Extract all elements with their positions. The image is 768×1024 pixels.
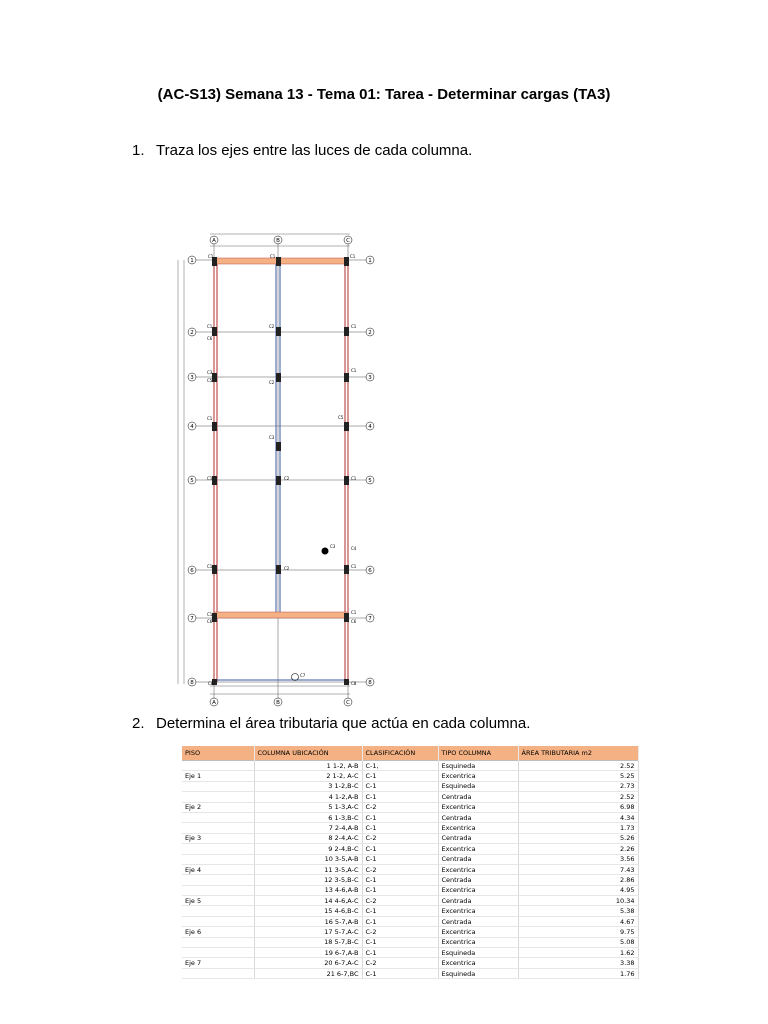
cell-clasificacion: C-1, <box>362 761 438 771</box>
column-label: C1 <box>208 254 214 259</box>
cell-tipo-columna: Excentrica <box>438 823 518 833</box>
table-row <box>182 875 638 885</box>
column-label: C6 <box>207 619 213 624</box>
column-label: C5 <box>338 415 344 420</box>
table-row <box>182 771 638 781</box>
column-label: C6 <box>207 336 213 341</box>
cell-columna-ubicacion: 3 1-2,B-C <box>254 781 362 791</box>
cell-tipo-columna: Esquineda <box>438 761 518 771</box>
cell-columna-ubicacion: 21 6-7,BC <box>254 968 362 978</box>
cell-area-tributaria: 1.62 <box>518 948 638 958</box>
cell-columna-ubicacion: 13 4-6,A-B <box>254 885 362 895</box>
column-label: C1 <box>351 476 357 481</box>
cell-columna-ubicacion: 4 1-2,A-B <box>254 792 362 802</box>
cell-piso <box>182 875 254 885</box>
task-item-2-number: 2. <box>132 715 145 732</box>
cell-columna-ubicacion: 14 4-6,A-C <box>254 896 362 906</box>
cell-area-tributaria: 4.34 <box>518 812 638 822</box>
cell-columna-ubicacion: 15 4-6,B-C <box>254 906 362 916</box>
axis-bubble-8: 8 <box>190 680 194 686</box>
cell-piso <box>182 885 254 895</box>
cell-clasificacion: C-1 <box>362 916 438 926</box>
cell-piso <box>182 781 254 791</box>
table-row <box>182 906 638 916</box>
cell-clasificacion: C-2 <box>362 833 438 843</box>
axis-bubble-1-right: 1 <box>368 258 372 264</box>
axis-bubble-6-right: 6 <box>368 568 372 574</box>
cell-piso: Eje 7 <box>182 958 254 968</box>
axis-bubble-2: 2 <box>190 330 194 336</box>
cell-columna-ubicacion: 8 2-4,A-C <box>254 833 362 843</box>
cell-clasificacion: C-1 <box>362 792 438 802</box>
axis-bubble-7-right: 7 <box>368 616 372 622</box>
column-label: C1 <box>207 416 213 421</box>
axis-bubble-c-bottom: C <box>346 700 350 706</box>
tributary-area-spreadsheet <box>182 746 638 979</box>
cell-columna-ubicacion: 2 1-2, A-C <box>254 771 362 781</box>
cell-clasificacion: C-1 <box>362 781 438 791</box>
cell-area-tributaria: 9.75 <box>518 927 638 937</box>
axis-bubble-7: 7 <box>190 616 194 622</box>
cell-columna-ubicacion: 5 1-3,A-C <box>254 802 362 812</box>
cell-piso: Eje 5 <box>182 896 254 906</box>
task-item-1 <box>132 142 472 159</box>
cell-columna-ubicacion: 16 5-7,A-B <box>254 916 362 926</box>
cell-tipo-columna: Excentrica <box>438 937 518 947</box>
column-label: C4 <box>351 546 357 551</box>
column-label: C7 <box>300 673 306 678</box>
cell-clasificacion: C-1 <box>362 854 438 864</box>
axis-bubble-1: 1 <box>190 258 194 264</box>
table-header-row <box>182 746 638 761</box>
cell-clasificacion: C-1 <box>362 771 438 781</box>
cell-area-tributaria: 3.56 <box>518 854 638 864</box>
cell-tipo-columna: Excentrica <box>438 927 518 937</box>
cell-clasificacion: C-1 <box>362 844 438 854</box>
table-row <box>182 885 638 895</box>
table-row <box>182 854 638 864</box>
cell-area-tributaria: 6.98 <box>518 802 638 812</box>
cell-piso <box>182 844 254 854</box>
header-tipo-columna: TIPO COLUMNA <box>438 746 518 761</box>
cell-piso <box>182 916 254 926</box>
cell-clasificacion: C-1 <box>362 823 438 833</box>
cell-area-tributaria: 2.86 <box>518 875 638 885</box>
cell-columna-ubicacion: 17 5-7,A-C <box>254 927 362 937</box>
cell-tipo-columna: Excentrica <box>438 844 518 854</box>
cell-piso <box>182 823 254 833</box>
cell-area-tributaria: 5.25 <box>518 771 638 781</box>
column-label: C1 <box>207 612 213 617</box>
axis-bubble-b: B <box>276 238 280 244</box>
column-label: C1 <box>207 476 213 481</box>
cell-area-tributaria: 7.43 <box>518 864 638 874</box>
axis-bubble-6: 6 <box>190 568 194 574</box>
axis-bubble-a: A <box>212 238 216 244</box>
column-label: C8 <box>208 681 214 686</box>
cell-tipo-columna: Centrada <box>438 854 518 864</box>
column-label: C2 <box>269 380 275 385</box>
cell-piso: Eje 3 <box>182 833 254 843</box>
cell-clasificacion: C-1 <box>362 906 438 916</box>
task-item-1-text: Traza los ejes entre las luces de cada columna. <box>156 142 473 159</box>
cell-clasificacion: C-1 <box>362 885 438 895</box>
task-item-1-number: 1. <box>132 142 145 159</box>
cell-clasificacion: C-2 <box>362 864 438 874</box>
table-row <box>182 927 638 937</box>
cell-tipo-columna: Excentrica <box>438 802 518 812</box>
cell-clasificacion: C-2 <box>362 927 438 937</box>
cell-columna-ubicacion: 9 2-4,B-C <box>254 844 362 854</box>
cell-clasificacion: C-1 <box>362 968 438 978</box>
column-label: C3 <box>330 544 336 549</box>
column-label: C1 <box>351 324 357 329</box>
cell-clasificacion: C-1 <box>362 948 438 958</box>
header-clasificacion: CLASIFICACIÓN <box>362 746 438 761</box>
column-label: C1 <box>351 564 357 569</box>
column-label: C5 <box>207 378 213 383</box>
axis-bubble-5-right: 5 <box>368 478 372 484</box>
task-item-2-text: Determina el área tributaria que actúa en cada columna. <box>156 715 531 732</box>
table-row <box>182 833 638 843</box>
table-row <box>182 761 638 771</box>
cell-piso <box>182 792 254 802</box>
cell-area-tributaria: 2.52 <box>518 792 638 802</box>
axis-bubble-c: C <box>346 238 350 244</box>
header-piso: PISO <box>182 746 254 761</box>
table-row <box>182 844 638 854</box>
table-row <box>182 812 638 822</box>
cell-piso <box>182 937 254 947</box>
axis-bubble-b-bottom: B <box>276 700 280 706</box>
cell-area-tributaria: 2.26 <box>518 844 638 854</box>
cell-columna-ubicacion: 19 6-7,A-B <box>254 948 362 958</box>
cell-piso: Eje 4 <box>182 864 254 874</box>
cell-columna-ubicacion: 11 3-5,A-C <box>254 864 362 874</box>
cell-piso: Eje 1 <box>182 771 254 781</box>
cell-area-tributaria: 5.26 <box>518 833 638 843</box>
cell-tipo-columna: Esquineda <box>438 948 518 958</box>
column-label: C2 <box>284 566 290 571</box>
cell-clasificacion: C-1 <box>362 875 438 885</box>
cell-tipo-columna: Excentrica <box>438 771 518 781</box>
cell-area-tributaria: 2.52 <box>518 761 638 771</box>
table-row <box>182 802 638 812</box>
cell-tipo-columna: Centrada <box>438 833 518 843</box>
cell-tipo-columna: Centrada <box>438 812 518 822</box>
axis-bubble-3-right: 3 <box>368 375 372 381</box>
cell-piso <box>182 906 254 916</box>
cell-tipo-columna: Esquineda <box>438 781 518 791</box>
column-label: C1 <box>350 254 356 259</box>
column-label: C2 <box>269 324 275 329</box>
table-row <box>182 958 638 968</box>
axis-bubble-4-right: 4 <box>368 424 372 430</box>
cell-clasificacion: C-1 <box>362 937 438 947</box>
axis-bubble-3: 3 <box>190 375 194 381</box>
cell-tipo-columna: Centrada <box>438 896 518 906</box>
cell-area-tributaria: 10.34 <box>518 896 638 906</box>
cell-area-tributaria: 2.73 <box>518 781 638 791</box>
cell-columna-ubicacion: 10 3-5,A-B <box>254 854 362 864</box>
cell-tipo-columna: Centrada <box>438 875 518 885</box>
cell-clasificacion: C-2 <box>362 958 438 968</box>
floor-plan-drawing <box>170 222 390 712</box>
column-label: C8 <box>351 681 357 686</box>
cell-piso <box>182 968 254 978</box>
table-row <box>182 948 638 958</box>
cell-area-tributaria: 5.38 <box>518 906 638 916</box>
table-row <box>182 864 638 874</box>
cell-columna-ubicacion: 18 5-7,B-C <box>254 937 362 947</box>
axis-bubble-2-right: 2 <box>368 330 372 336</box>
axis-bubble-8-right: 8 <box>368 680 372 686</box>
cell-area-tributaria: 5.08 <box>518 937 638 947</box>
axis-bubble-4: 4 <box>190 424 194 430</box>
cell-columna-ubicacion: 12 3-5,B-C <box>254 875 362 885</box>
cell-clasificacion: C-2 <box>362 896 438 906</box>
cell-tipo-columna: Excentrica <box>438 958 518 968</box>
tributary-area-table <box>182 746 639 979</box>
cell-tipo-columna: Esquineda <box>438 968 518 978</box>
cell-area-tributaria: 3.38 <box>518 958 638 968</box>
column-label: C3 <box>207 370 213 375</box>
column-label: C1 <box>351 610 357 615</box>
cell-tipo-columna: Excentrica <box>438 906 518 916</box>
cell-piso <box>182 854 254 864</box>
cell-tipo-columna: Excentrica <box>438 885 518 895</box>
cell-columna-ubicacion: 7 2-4,A-B <box>254 823 362 833</box>
axis-bubble-5: 5 <box>190 478 194 484</box>
cell-columna-ubicacion: 1 1-2, A-B <box>254 761 362 771</box>
table-row <box>182 937 638 947</box>
table-row <box>182 823 638 833</box>
cell-area-tributaria: 1.73 <box>518 823 638 833</box>
column-label: C6 <box>351 619 357 624</box>
table-row <box>182 896 638 906</box>
cell-piso: Eje 6 <box>182 927 254 937</box>
cell-columna-ubicacion: 6 1-3,B-C <box>254 812 362 822</box>
axis-bubble-a-bottom: A <box>212 700 216 706</box>
table-row <box>182 781 638 791</box>
task-item-2 <box>132 715 530 732</box>
cell-piso <box>182 761 254 771</box>
cell-area-tributaria: 4.67 <box>518 916 638 926</box>
cell-clasificacion: C-2 <box>362 802 438 812</box>
cell-tipo-columna: Excentrica <box>438 864 518 874</box>
cell-piso <box>182 812 254 822</box>
column-label: C1 <box>351 368 357 373</box>
column-label: C3 <box>269 435 275 440</box>
cell-area-tributaria: 4.95 <box>518 885 638 895</box>
cell-columna-ubicacion: 20 6-7,A-C <box>254 958 362 968</box>
table-row <box>182 792 638 802</box>
document-title: (AC-S13) Semana 13 - Tema 01: Tarea - Determinar cargas (TA3) <box>157 86 611 103</box>
column-label: C1 <box>207 324 213 329</box>
table-row <box>182 968 638 978</box>
header-columna-ubicacion: COLUMNA UBICACIÓN <box>254 746 362 761</box>
cell-piso <box>182 948 254 958</box>
cell-clasificacion: C-1 <box>362 812 438 822</box>
cell-piso: Eje 2 <box>182 802 254 812</box>
cell-tipo-columna: Centrada <box>438 916 518 926</box>
column-label: C2 <box>284 476 290 481</box>
column-label: C1 <box>270 254 276 259</box>
column-label: C1 <box>207 564 213 569</box>
cell-tipo-columna: Centrada <box>438 792 518 802</box>
cell-area-tributaria: 1.76 <box>518 968 638 978</box>
table-row <box>182 916 638 926</box>
header-area-tributaria: ÁREA TRIBUTARIA m2 <box>518 746 638 761</box>
